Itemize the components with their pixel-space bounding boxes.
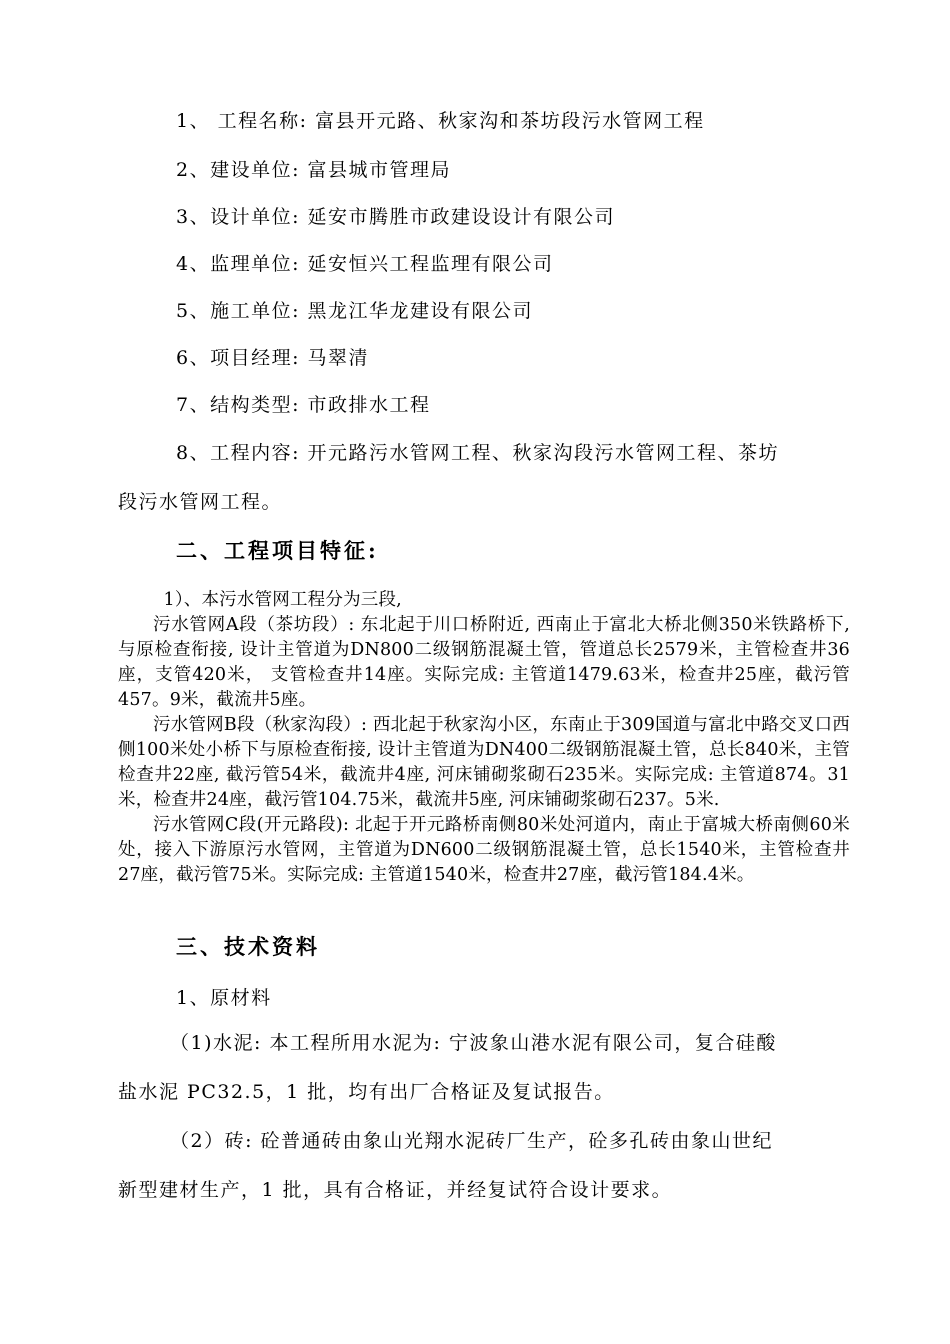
segment-b-paragraph: 污水管网B段（秋家沟段）: 西北起于秋家沟小区，东南止于309国道与富北中路交叉口西侧100米处小桥下与原检查衔接, 设计主管道为DN400二级钢筋混凝土管，总长840米，主管检查井22座, 截污管54米，截流井4座, 河床铺砌浆砌石235米。实际完成: 主管道874。31米，检查井24座，截污管104.75米，截流井5座, 河床铺砌浆砌石237。5米. <box>118 715 850 810</box>
brick-line-1: （2）砖: 砼普通砖由象山光翔水泥砖厂生产，砼多孔砖由象山世纪 <box>170 1130 774 1152</box>
section2-body <box>118 588 850 888</box>
structure-type-line: 7、结构类型: 市政排水工程 <box>176 394 431 416</box>
raw-materials-subheading: 1、原材料 <box>176 987 272 1009</box>
section2-intro: 1）、本污水管网工程分为三段, <box>163 590 402 610</box>
design-unit-line: 3、设计单位: 延安市腾胜市政建设设计有限公司 <box>176 206 616 228</box>
segment-a-paragraph: 污水管网A段（茶坊段）: 东北起于川口桥附近, 西南止于富北大桥北侧350米铁路桥下, 与原检查衔接, 设计主管道为DN800二级钢筋混凝土管，管道总长2579米，主管检查井36座，支管420米， 支管检查井14座。实际完成: 主管道1479.63米，检查井25座，截污管457。9米，截流井5座。 <box>118 615 850 710</box>
section3-heading: 三、技术资料 <box>176 934 320 959</box>
cement-line-1: （1)水泥: 本工程所用水泥为: 宁波象山港水泥有限公司，复合硅酸 <box>170 1032 777 1054</box>
project-content-line-2: 段污水管网工程。 <box>118 491 283 513</box>
contractor-line: 5、施工单位: 黑龙江华龙建设有限公司 <box>176 300 534 322</box>
cement-line-2: 盐水泥 PC32.5，1 批，均有出厂合格证及复试报告。 <box>118 1081 615 1103</box>
section2-heading: 二、工程项目特征: <box>176 538 379 563</box>
supervision-unit-line: 4、监理单位: 延安恒兴工程监理有限公司 <box>176 253 554 275</box>
segment-c-paragraph: 污水管网C段(开元路段): 北起于开元路桥南侧80米处河道内，南止于富城大桥南侧60米处，接入下游原污水管网，主管道为DN600二级钢筋混凝土管，总长1540米，主管检查井27座，截污管75米。实际完成: 主管道1540米，检查井27座，截污管184.4米。 <box>118 815 850 885</box>
project-content-line-1: 8、工程内容: 开元路污水管网工程、秋家沟段污水管网工程、茶坊 <box>176 442 780 464</box>
construction-unit-line: 2、建设单位: 富县城市管理局 <box>176 159 452 181</box>
project-name-line: 1、 工程名称: 富县开元路、秋家沟和茶坊段污水管网工程 <box>176 110 705 132</box>
project-manager-line: 6、项目经理: 马翠清 <box>176 347 370 369</box>
brick-line-2: 新型建材生产，1 批，具有合格证，并经复试符合设计要求。 <box>118 1179 673 1201</box>
